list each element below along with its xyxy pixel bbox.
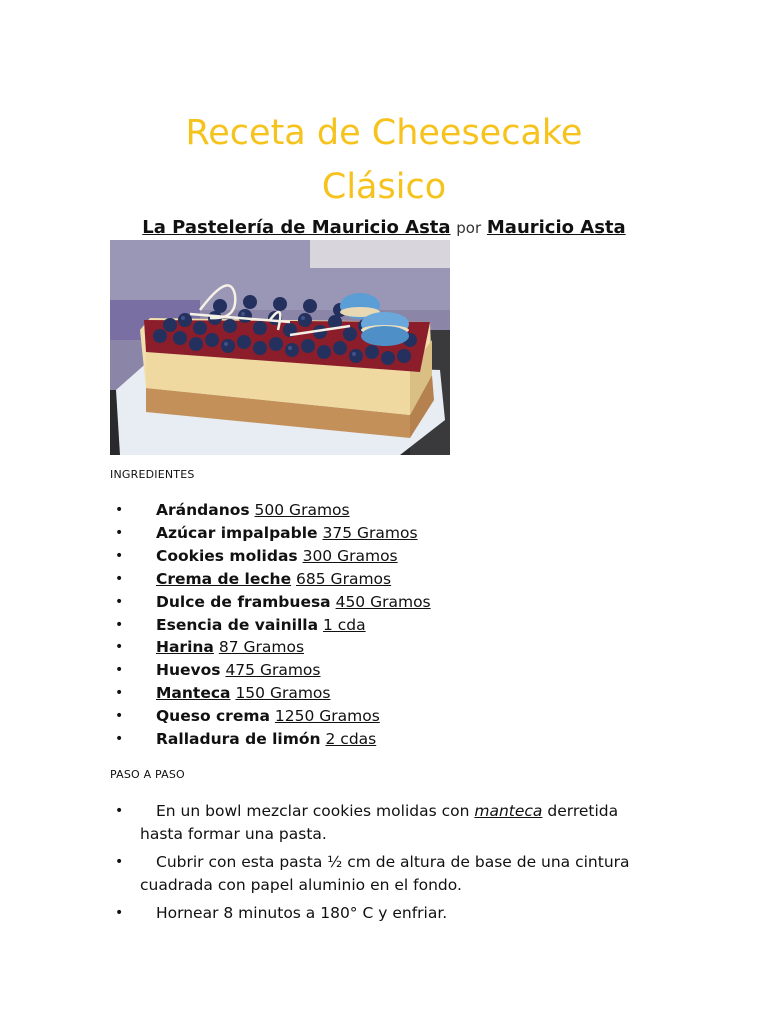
steps-list [110, 800, 650, 931]
source-link[interactable]: La Pastelería de Mauricio Asta [142, 217, 451, 238]
ingredient-name: Arándanos [156, 501, 250, 519]
recipe-title [0, 106, 768, 214]
step-text-after: derretida hasta formar una pasta. [140, 802, 619, 843]
ingredient-quantity[interactable]: 1250 Gramos [274, 707, 380, 726]
ingredient-name: Esencia de vainilla [156, 615, 319, 634]
ingredient-quantity[interactable]: 475 Gramos [225, 661, 321, 680]
bullet-icon: • [115, 854, 124, 870]
ingredient-item [110, 614, 431, 637]
ingredient-name: Dulce de frambuesa [156, 592, 331, 611]
bullet-icon: • [115, 639, 124, 656]
ingredient-quantity[interactable]: 300 Gramos [302, 546, 398, 565]
ingredient-quantity[interactable]: 450 Gramos [335, 592, 431, 611]
ingredient-quantity[interactable]: 87 Gramos [218, 638, 305, 657]
ingredient-name: Cookies molidas [156, 546, 298, 565]
step-text: Hornear 8 minutos a 180° C y enfriar. [156, 904, 448, 922]
steps-heading: PASO A PASO [110, 768, 185, 781]
bullet-icon: • [115, 502, 124, 518]
byline [0, 213, 768, 243]
step-text: Cubrir con esta pasta ½ cm de altura de base de una cintura cuadrada con papel aluminio en el fondo. [140, 853, 630, 894]
ingredient-quantity[interactable]: 150 Gramos [235, 684, 331, 703]
bullet-icon: • [115, 662, 124, 679]
ingredient-item [110, 591, 431, 614]
bullet-icon: • [115, 593, 124, 610]
ingredient-name: Azúcar impalpable [156, 523, 318, 542]
ingredients-heading: INGREDIENTES [110, 468, 195, 481]
by-word: por [456, 219, 482, 237]
ingredient-name[interactable]: Manteca [156, 684, 231, 703]
bullet-icon: • [115, 524, 124, 541]
cheesecake-photo [110, 240, 450, 455]
step-item [110, 800, 650, 845]
step-item [110, 902, 650, 925]
bullet-icon: • [115, 616, 124, 633]
ingredient-name[interactable]: Harina [156, 638, 214, 657]
ingredients-list [110, 499, 431, 751]
step-text: En un bowl mezclar cookies molidas con [156, 802, 475, 820]
step-item [110, 851, 650, 896]
recipe-title-line1: Receta de Cheesecake [185, 113, 583, 153]
ingredient-item [110, 522, 431, 545]
ingredient-item [110, 659, 431, 682]
step-link[interactable]: manteca [474, 802, 543, 820]
bullet-icon: • [115, 708, 124, 725]
ingredient-quantity[interactable]: 375 Gramos [322, 523, 418, 542]
ingredient-name: Huevos [156, 661, 221, 680]
author-link[interactable]: Mauricio Asta [486, 217, 626, 238]
ingredient-name[interactable]: Crema de leche [156, 569, 292, 588]
ingredient-item [110, 636, 431, 659]
ingredient-quantity[interactable]: 685 Gramos [296, 569, 392, 588]
bullet-icon: • [115, 731, 124, 748]
recipe-title-line2: Clásico [321, 167, 447, 207]
ingredient-item [110, 682, 431, 705]
ingredient-name: Queso crema [156, 707, 270, 726]
ingredient-quantity[interactable]: 2 cdas [325, 730, 377, 749]
bullet-icon: • [115, 570, 124, 587]
ingredient-quantity[interactable]: 1 cda [322, 615, 366, 634]
bullet-icon: • [115, 803, 124, 819]
bullet-icon: • [115, 905, 124, 921]
ingredient-item [110, 499, 431, 522]
ingredient-name: Ralladura de limón [156, 730, 321, 749]
ingredient-item [110, 545, 431, 568]
bullet-icon: • [115, 685, 124, 702]
ingredient-item [110, 705, 431, 728]
ingredient-quantity[interactable]: 500 Gramos [254, 501, 350, 519]
ingredient-item [110, 728, 431, 751]
ingredient-item [110, 568, 431, 591]
bullet-icon: • [115, 547, 124, 564]
